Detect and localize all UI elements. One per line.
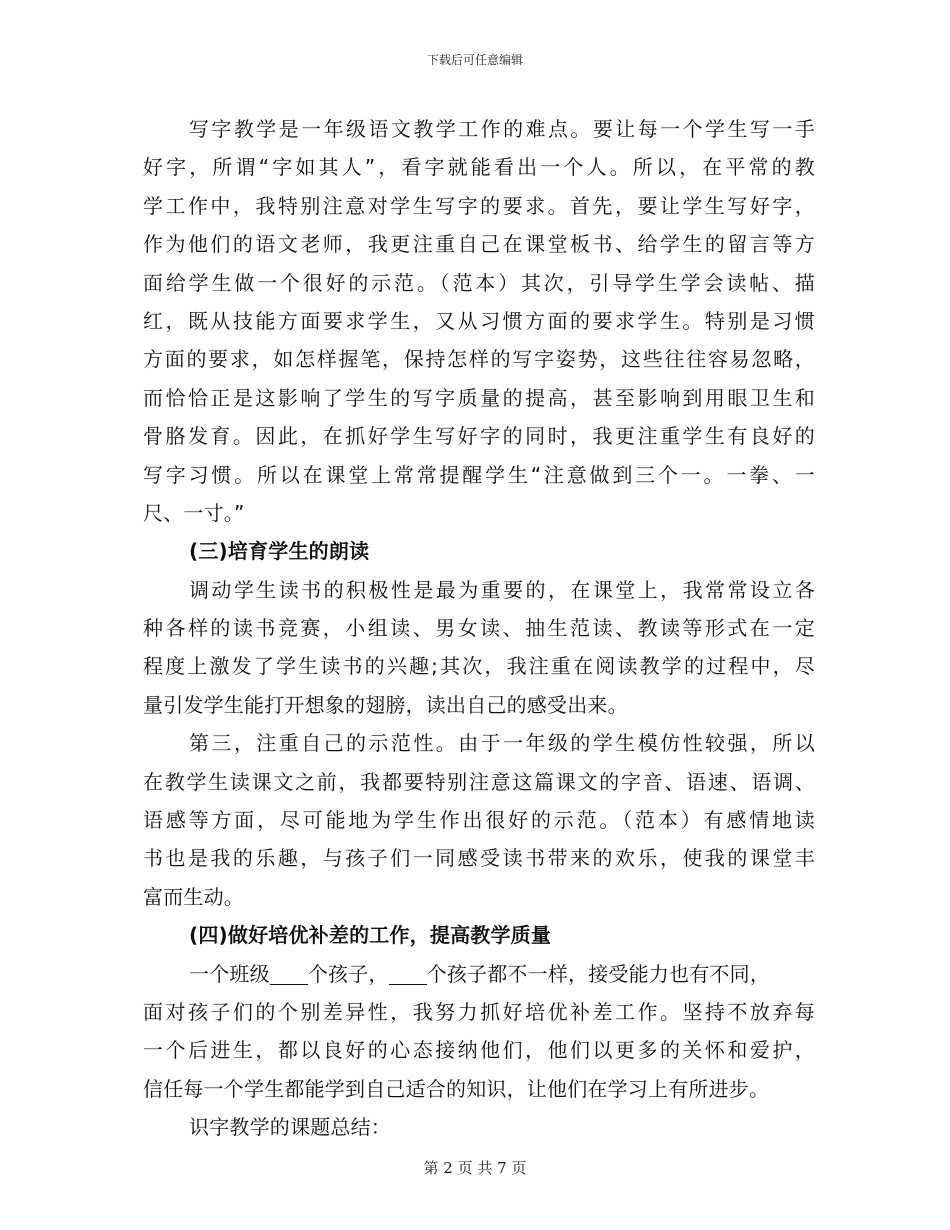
- paragraph-line: 调动学生读书的积极性是最为重要的，在课堂上，我常常设立各: [189, 577, 815, 602]
- fill-in-blank: [270, 962, 308, 985]
- text-fragment: 个孩子都不一样，接受能力也有不同，: [426, 961, 771, 986]
- document-body: [143, 110, 815, 1147]
- paragraph-line: 面给学生做一个很好的示范。（范本）其次，引导学生学会读帖、描: [143, 270, 815, 295]
- paragraph-line: 程度上激发了学生读书的兴趣;其次，我注重在阅读教学的过程中，尽: [143, 654, 815, 679]
- paragraph-line: 识字教学的课题总结：: [189, 1115, 391, 1140]
- paragraph-line: 写字教学是一年级语文教学工作的难点。要让每一个学生写一手: [189, 117, 815, 141]
- paragraph-line: 好字，所谓“字如其人”，看字就能看出一个人。所以，在平常的教: [143, 155, 815, 180]
- page-number: 第 2 页 共 7 页: [423, 1159, 527, 1177]
- paragraph-line: 尺、一寸。”: [143, 500, 245, 525]
- paragraph-line: 第三，注重自己的示范性。由于一年级的学生模仿性较强，所以: [189, 731, 815, 756]
- section-heading: (四)做好培优补差的工作，提高教学质量: [189, 923, 552, 948]
- paragraph-line: 富而生动。: [143, 884, 244, 909]
- paragraph-line: 写字习惯。所以在课堂上常常提醒学生“注意做到三个一。一拳、一: [143, 462, 815, 487]
- paragraph-line: 学工作中，我特别注意对学生写字的要求。首先，要让学生写好字，: [143, 193, 815, 218]
- text-fragment: 个孩子，: [307, 961, 389, 986]
- paragraph-line: 信任每一个学生都能学到自己适合的知识，让他们在学习上有所进步。: [143, 1076, 770, 1101]
- paragraph-line: 量引发学生能打开想象的翅膀，读出自己的感受出来。: [143, 692, 628, 717]
- paragraph-line: 而恰恰正是这影响了学生的写字质量的提高，甚至影响到用眼卫生和: [143, 385, 815, 410]
- paragraph-line: 骨胳发育。因此，在抓好学生写好字的同时，我更注重学生有良好的: [143, 424, 815, 449]
- paragraph-line: 一个后进生，都以良好的心态接纳他们，他们以更多的关怀和爱护，: [143, 1038, 815, 1063]
- header-note: 下载后可任意编辑: [426, 53, 523, 67]
- paragraph-line: 书也是我的乐趣，与孩子们一同感受读书带来的欢乐，使我的课堂丰: [143, 846, 815, 871]
- text-fragment: 一个班级: [189, 961, 270, 986]
- paragraph-line: 在教学生读课文之前，我都要特别注意这篇课文的字音、语速、语调、: [143, 769, 815, 794]
- paragraph-line: [143, 955, 815, 993]
- paragraph-line: 方面的要求，如怎样握笔，保持怎样的写字姿势，这些往往容易忽略，: [143, 347, 815, 372]
- section-heading: (三)培育学生的朗读: [189, 539, 370, 564]
- paragraph-line: 语感等方面，尽可能地为学生作出很好的示范。（范本）有感情地读: [143, 808, 815, 833]
- paragraph-line: 面对孩子们的个别差异性，我努力抓好培优补差工作。坚持不放弃每: [143, 999, 815, 1024]
- paragraph-line: 种各样的读书竞赛，小组读、男女读、抽生范读、教读等形式在一定: [143, 616, 815, 641]
- fill-in-blank: [389, 962, 427, 985]
- paragraph-line: 作为他们的语文老师，我更注重自己在课堂板书、给学生的留言等方: [143, 232, 815, 257]
- paragraph-line: 红，既从技能方面要求学生，又从习惯方面的要求学生。特别是习惯: [143, 308, 815, 333]
